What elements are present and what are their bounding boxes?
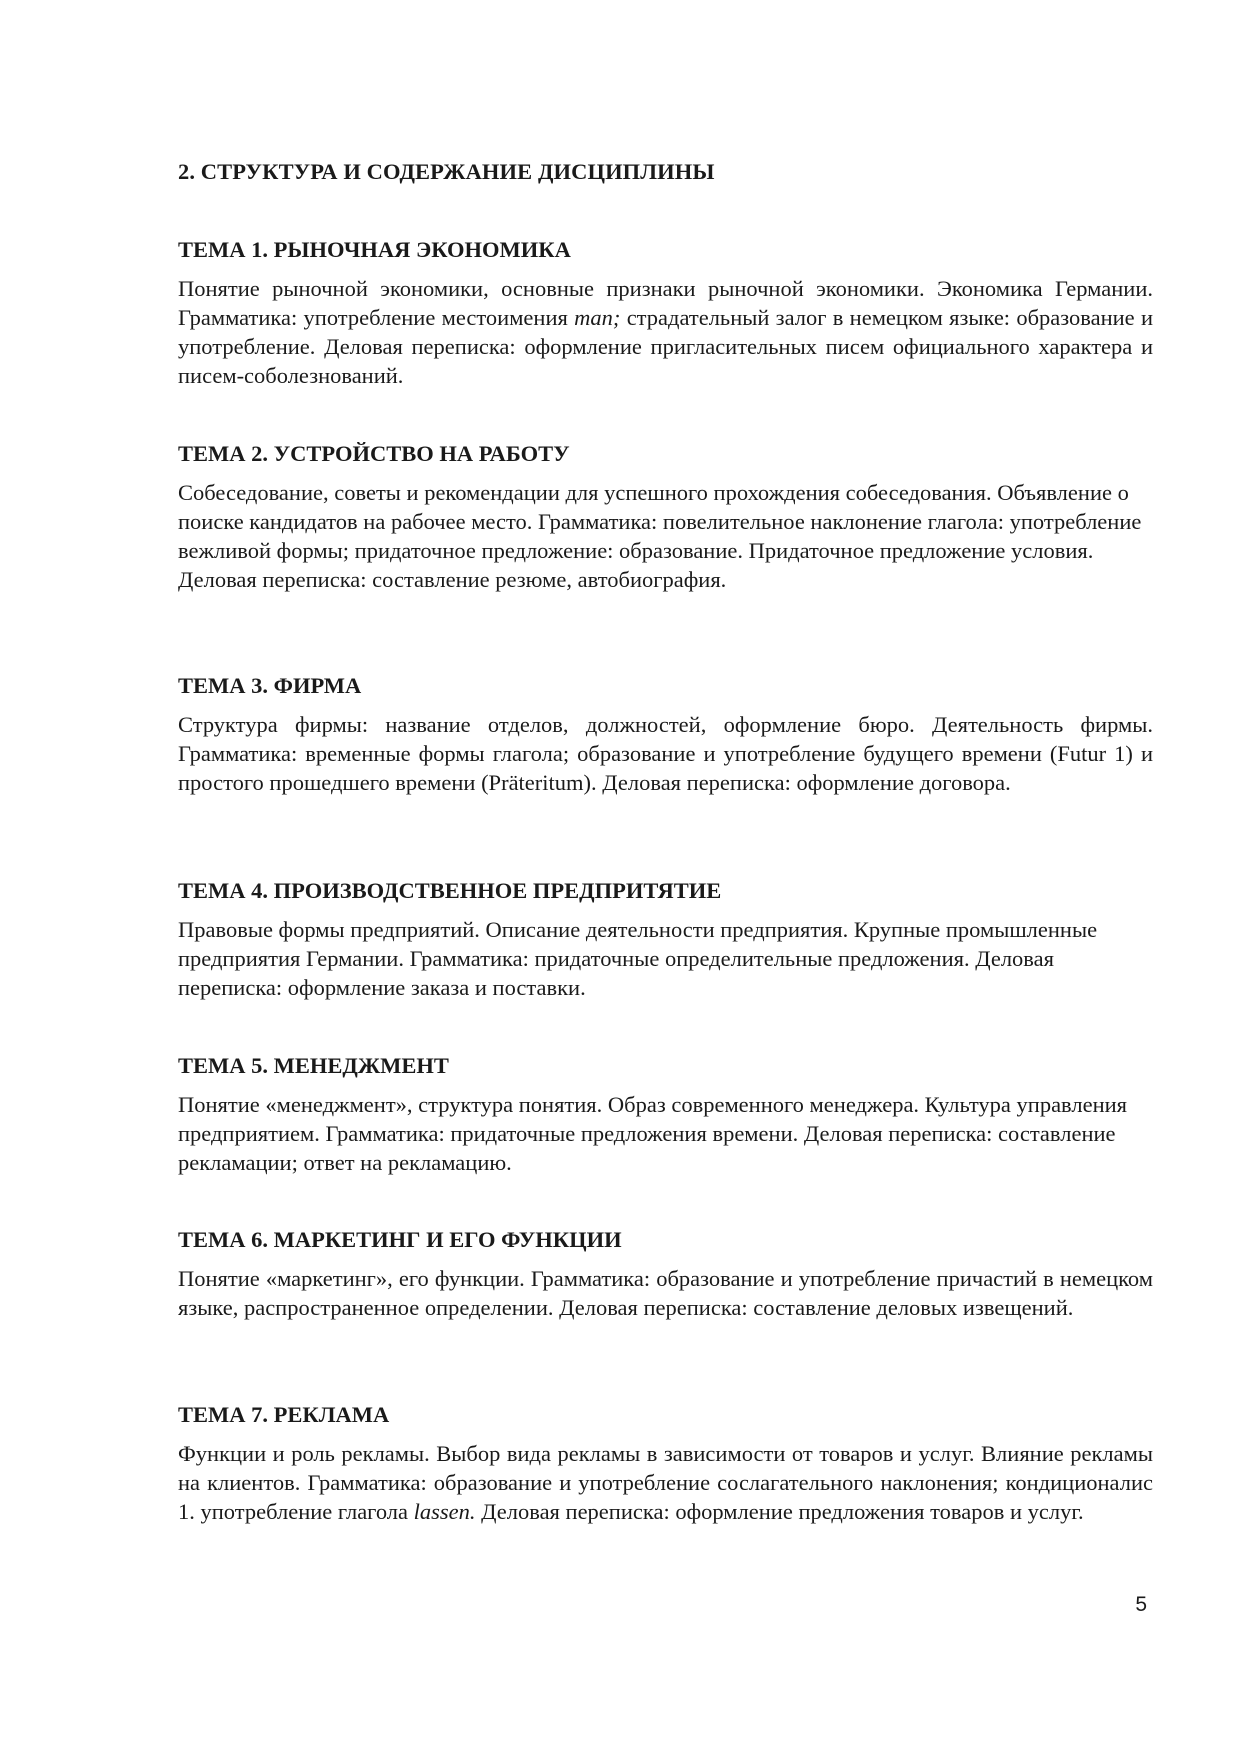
topic-5 — [178, 1052, 1153, 1177]
topic-title: ТЕМА 4. ПРОИЗВОДСТВЕННОЕ ПРЕДПРИТЯТИЕ — [178, 878, 722, 903]
topic-title: ТЕМА 5. МЕНЕДЖМЕНТ — [178, 1053, 449, 1078]
topic-text: Понятие «маркетинг», его функции. Грамматика: образование и употребление причастий в немецком языке, распространенное определении. Деловая переписка: составление деловых извещений. — [178, 1266, 1153, 1320]
topic-text-italic: lassen. — [413, 1499, 476, 1524]
topic-title: ТЕМА 6. МАРКЕТИНГ И ЕГО ФУНКЦИИ — [178, 1227, 622, 1252]
topic-1 — [178, 236, 1153, 390]
topic-text-part: страдательный залог в немецком языке: образование и употребление. Деловая переписка: оформление пригласительных писем официального характера и писем-соболезнований. — [178, 305, 1154, 388]
topic-text — [178, 1439, 1153, 1526]
topic-6 — [178, 1226, 1153, 1322]
topic-text-part: Функции и роль рекламы. Выбор вида рекламы в зависимости от товаров и услуг. Влияние рекламы на клиентов. Грамматика: образование и употребление сослагательного наклонения; кондиционалис 1. употребление глагола — [178, 1441, 1153, 1524]
topic-text: Правовые формы предприятий. Описание деятельности предприятия. Крупные промышленные предприятия Германии. Грамматика: придаточные определительные предложения. Деловая переписка: оформление заказа и поставки. — [178, 917, 1098, 1000]
topic-3 — [178, 672, 1153, 797]
topic-text — [178, 274, 1153, 390]
topic-text: Собеседование, советы и рекомендации для успешного прохождения собеседования. Объявление о поиске кандидатов на рабочее место. Грамматика: повелительное наклонение глагола: употребление вежливой формы; придаточное предложение: образование. Придаточное предложение условия. Деловая переписка: составление резюме, автобиография. — [178, 480, 1142, 592]
document-page — [178, 158, 1154, 1524]
topic-7 — [178, 1401, 1153, 1526]
topic-title: ТЕМА 1. РЫНОЧНАЯ ЭКОНОМИКА — [178, 237, 571, 262]
topic-title: ТЕМА 7. РЕКЛАМА — [178, 1402, 390, 1427]
topic-text-italic: man; — [574, 305, 621, 330]
topic-title: ТЕМА 2. УСТРОЙСТВО НА РАБОТУ — [178, 441, 570, 466]
page-number: 5 — [1135, 1593, 1147, 1616]
topic-4 — [178, 877, 1153, 1002]
topic-text: Структура фирмы: название отделов, должностей, оформление бюро. Деятельность фирмы. Грамматика: временные формы глагола; образование и употребление будущего времени (Futur 1) и простого прошедшего времени (Präteritum). Деловая переписка: оформление договора. — [178, 712, 1153, 795]
topic-text: Понятие «менеджмент», структура понятия. Образ современного менеджера. Культура управления предприятием. Грамматика: придаточные предложения времени. Деловая переписка: составление рекламации; ответ на рекламацию. — [178, 1092, 1128, 1175]
topic-text-part: Деловая переписка: оформление предложения товаров и услуг. — [475, 1499, 1084, 1524]
topic-title: ТЕМА 3. ФИРМА — [178, 673, 362, 698]
topic-text-part: Понятие рыночной экономики, основные признаки рыночной экономики. Экономика Германии. Грамматика: употребление местоимения — [178, 276, 1153, 330]
topic-2 — [178, 440, 1153, 594]
section-title: 2. СТРУКТУРА И СОДЕРЖАНИЕ ДИСЦИПЛИНЫ — [178, 159, 715, 184]
